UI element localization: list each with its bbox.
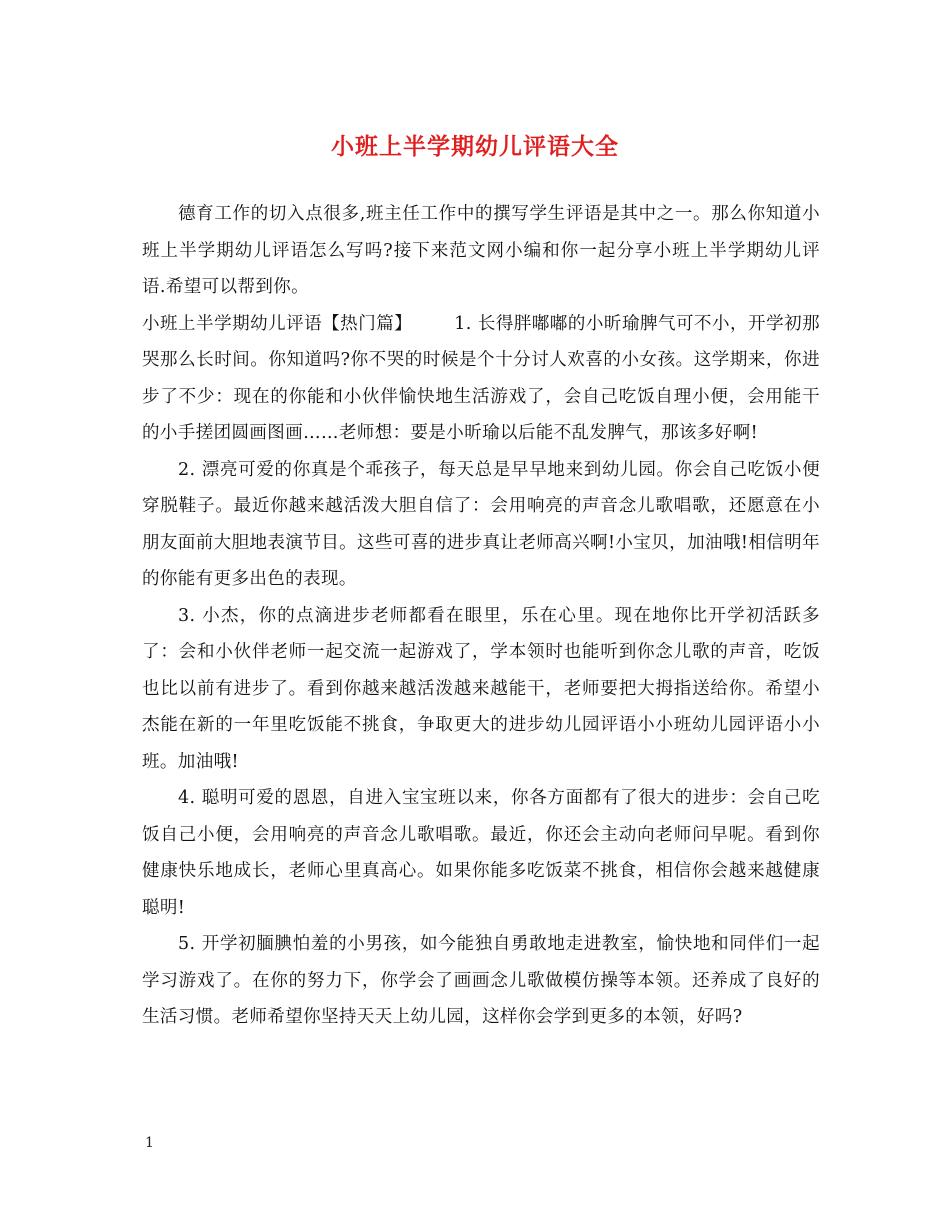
comment-item-1: 1. 长得胖嘟嘟的小昕瑜脾气可不小，开学初那哭那么长时间。你知道吗?你不哭的时候是个十分讨人欢喜的小女孩。这学期来，你进步了不少：现在的你能和小伙伴愉快地生活游戏了，会自己吃饭自理小便，会用能干的小手搓团圆画图画……老师想：要是小昕瑜以后能不乱发脾气，那该多好啊! xyxy=(142,313,821,443)
comment-item-3: 3. 小杰，你的点滴进步老师都看在眼里，乐在心里。现在地你比开学初活跃多了：会和小伙伴老师一起交流一起游戏了，学本领时也能听到你念儿歌的声音，吃饭也比以前有进步了。看到你越来越活泼越来越能干，老师要把大拇指送给你。希望小杰能在新的一年里吃饭能不挑食，争取更大的进步幼儿园评语小小班幼儿园评语小小班。加油哦! xyxy=(142,605,820,772)
document-title: 小班上半学期幼儿评语大全 xyxy=(331,133,619,160)
section-heading: 小班上半学期幼儿评语【热门篇】 xyxy=(142,313,413,334)
comment-item-5: 5. 开学初腼腆怕羞的小男孩，如今能独自勇敢地走进教室，愉快地和同伴们一起学习游戏了。在你的努力下，你学会了画画念儿歌做模仿操等本领。还养成了良好的生活习惯。老师希望你坚持天天上幼儿园，这样你会学到更多的本领，好吗? xyxy=(142,934,820,1027)
section-paragraph xyxy=(142,306,820,452)
document-body xyxy=(142,196,820,1036)
intro-paragraph: 德育工作的切入点很多,班主任工作中的撰写学生评语是其中之一。那么你知道小班上半学期幼儿评语怎么写吗?接下来范文网小编和你一起分享小班上半学期幼儿评语.希望可以帮到你。 xyxy=(142,204,820,297)
comment-item-4: 4. 聪明可爱的恩恩，自进入宝宝班以来，你各方面都有了很大的进步：会自己吃饭自己小便，会用响亮的声音念儿歌唱歌。最近，你还会主动向老师问早呢。看到你健康快乐地成长，老师心里真高心。如果你能多吃饭菜不挑食，相信你会越来越健康聪明! xyxy=(142,788,820,918)
comment-item-2: 2. 漂亮可爱的你真是个乖孩子，每天总是早早地来到幼儿园。你会自己吃饭小便穿脱鞋子。最近你越来越活泼大胆自信了：会用响亮的声音念儿歌唱歌，还愿意在小朋友面前大胆地表演节目。这些可喜的进步真让老师高兴啊!小宝贝，加油哦!相信明年的你能有更多出色的表现。 xyxy=(142,459,820,589)
page-number: 1 xyxy=(145,1135,154,1151)
